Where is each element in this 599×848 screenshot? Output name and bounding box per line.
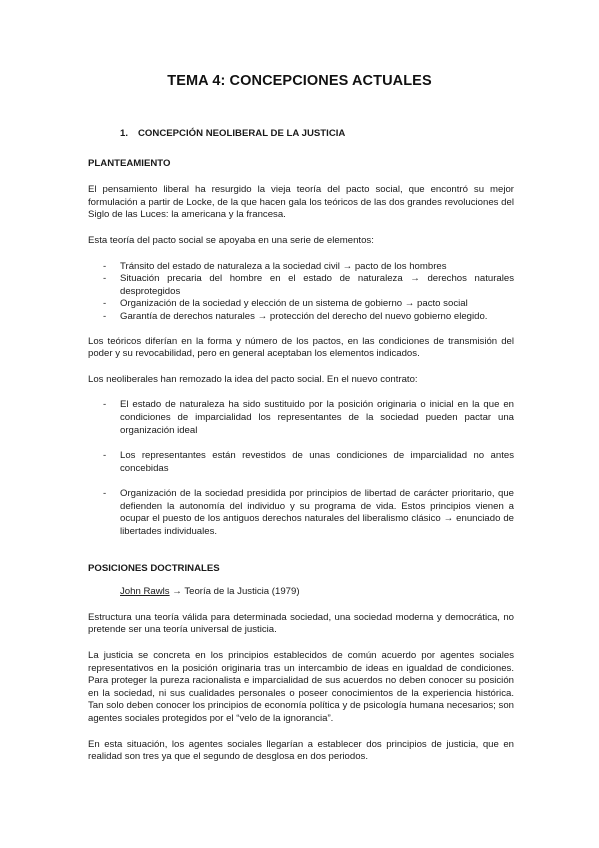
section-title: CONCEPCIÓN NEOLIBERAL DE LA JUSTICIA xyxy=(138,128,346,139)
page-title: TEMA 4: CONCEPCIONES ACTUALES xyxy=(167,73,432,89)
reference-author: John Rawls xyxy=(120,586,170,598)
section-number: 1. xyxy=(120,128,129,139)
list-item: - Organización de la sociedad presidida por principios de libertad de carácter prioritario, que defienden la autonomía del individuo y su programa de vida. Estos principios vienen a ocupar el puesto de los antiguos derechos naturales del liberalismo clásico → enunciado de libertades individuales. xyxy=(88,488,514,538)
paragraph: Estructura una teoría válida para determinada sociedad, una sociedad moderna y democrática, no pretende ser una teoría universal de justicia. xyxy=(88,611,514,636)
list-item: - Garantía de derechos naturales → protección del derecho del nuevo gobierno elegido. xyxy=(88,311,514,324)
contract-list xyxy=(88,399,514,538)
reference-work: → Teoría de la Justicia (1979) xyxy=(169,586,300,598)
list-item: - Los representantes están revestidos de unas condiciones de imparcialidad no antes concebidas xyxy=(88,450,514,475)
posiciones-heading: POSICIONES DOCTRINALES xyxy=(88,562,220,574)
paragraph: Los teóricos diferían en la forma y número de los pactos, en las condiciones de transmisión del poder y su revocabilidad, pero en general aceptaban los elementos indicados. xyxy=(88,335,514,360)
paragraph: En esta situación, los agentes sociales llegarían a establecer dos principios de justicia, que en realidad son tres ya que el segundo de desglosa en dos periodos. xyxy=(88,738,514,763)
list-item: - Tránsito del estado de naturaleza a la sociedad civil → pacto de los hombres xyxy=(88,261,514,274)
elements-list xyxy=(88,261,514,324)
document-body xyxy=(88,128,514,764)
paragraph: El pensamiento liberal ha resurgido la vieja teoría del pacto social, que encontró su mejor formulación a partir de Locke, de la que hacen gala los teóricos de las dos grandes revoluciones del Siglo de las Luces: la americana y la francesa. xyxy=(88,184,514,221)
rawls-reference xyxy=(120,586,514,599)
list-item: - Organización de la sociedad y elección de un sistema de gobierno → pacto social xyxy=(88,298,514,311)
planteamiento-heading: PLANTEAMIENTO xyxy=(88,157,171,169)
paragraph: Los neoliberales han remozado la idea del pacto social. En el nuevo contrato: xyxy=(88,373,418,385)
paragraph: La justicia se concreta en los principios establecidos de común acuerdo por agentes sociales representativos en la posición originaria tras un intercambio de ideas en igualdad de condiciones. Para proteger la pureza racionalista e imparcialidad de sus acuerdos no deben conocer su posición en la sociedad, ni sus cualidades personales o poseer conocimientos de la experiencia histórica. Tan solo deben conocer los principios de economía política y de psicología humana necesarios; son agentes sociales protegidos por el “velo de la ignorancia”. xyxy=(88,650,514,724)
list-item: - El estado de naturaleza ha sido sustituido por la posición originaria o inicial en la que en condiciones de imparcialidad los representantes de la sociedad pueden pactar una organización ideal xyxy=(88,399,514,437)
paragraph: Esta teoría del pacto social se apoyaba en una serie de elementos: xyxy=(88,234,374,246)
list-item: - Situación precaria del hombre en el estado de naturaleza → derechos naturales desprotegidos xyxy=(88,273,514,298)
section-heading xyxy=(120,128,514,141)
